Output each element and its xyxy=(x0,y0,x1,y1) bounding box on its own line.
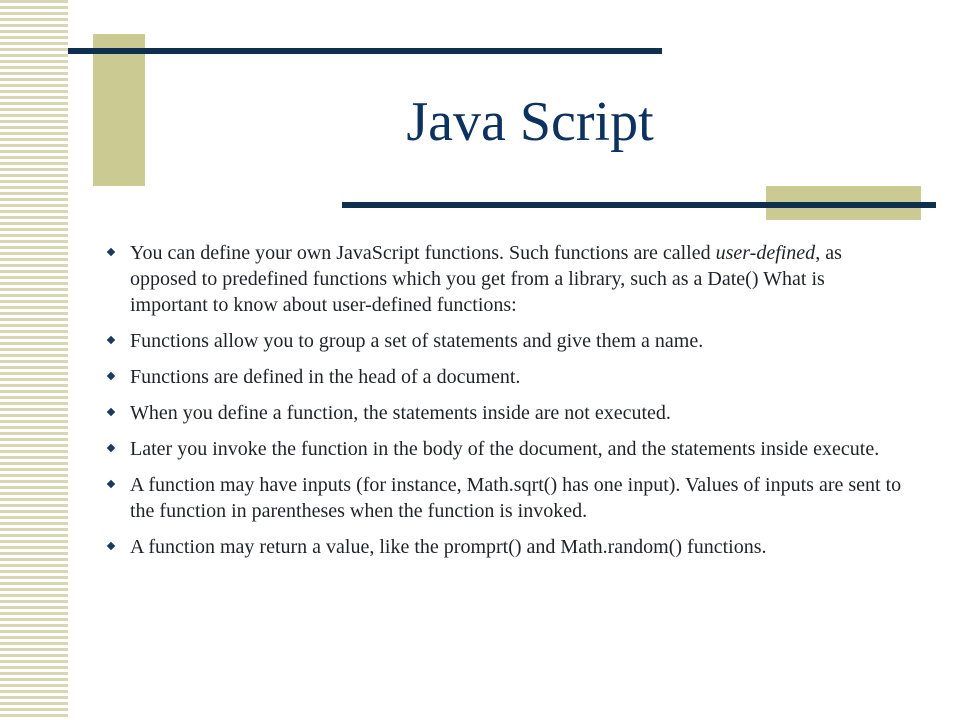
bullet-text xyxy=(130,240,904,318)
diamond-bullet-icon xyxy=(104,534,130,560)
bullet-text: Functions are defined in the head of a document. xyxy=(130,366,521,388)
list-item xyxy=(104,534,904,560)
bullet-text: A function may have inputs (for instance, Math.sqrt() has one input). Values of inputs are sent to the function in parentheses when the function is invoked. xyxy=(130,474,902,522)
diamond-bullet-icon xyxy=(104,436,130,462)
list-item xyxy=(104,328,904,354)
bullet-text-part: You can define your own JavaScript functions. Such functions are called xyxy=(130,242,716,264)
bullet-text: A function may return a value, like the promprt() and Math.random() functions. xyxy=(130,536,767,558)
diamond-bullet-icon xyxy=(104,328,130,354)
emphasis-term: user-defined xyxy=(715,242,816,264)
list-item xyxy=(104,240,904,318)
list-item xyxy=(104,364,904,390)
decorative-striped-margin xyxy=(0,0,68,720)
bullet-list xyxy=(104,240,904,570)
list-item xyxy=(104,436,904,462)
bullet-text: Functions allow you to group a set of statements and give them a name. xyxy=(130,330,704,352)
decorative-khaki-block-top xyxy=(93,34,145,186)
diamond-bullet-icon xyxy=(104,240,130,266)
bullet-text: When you define a function, the statements inside are not executed. xyxy=(130,402,671,424)
decorative-rule-top xyxy=(68,48,662,54)
bullet-text: Later you invoke the function in the body of the document, and the statements inside execute. xyxy=(130,438,880,460)
decorative-rule-bottom xyxy=(342,202,936,208)
diamond-bullet-icon xyxy=(104,472,130,498)
diamond-bullet-icon xyxy=(104,364,130,390)
bullet-text-part: , as opposed to predefined functions which you get from a library, such as a Date() What is important to know about user-defined functions: xyxy=(130,242,842,316)
slide-title: Java Script xyxy=(406,91,654,153)
list-item xyxy=(104,472,904,524)
diamond-bullet-icon xyxy=(104,400,130,426)
list-item xyxy=(104,400,904,426)
